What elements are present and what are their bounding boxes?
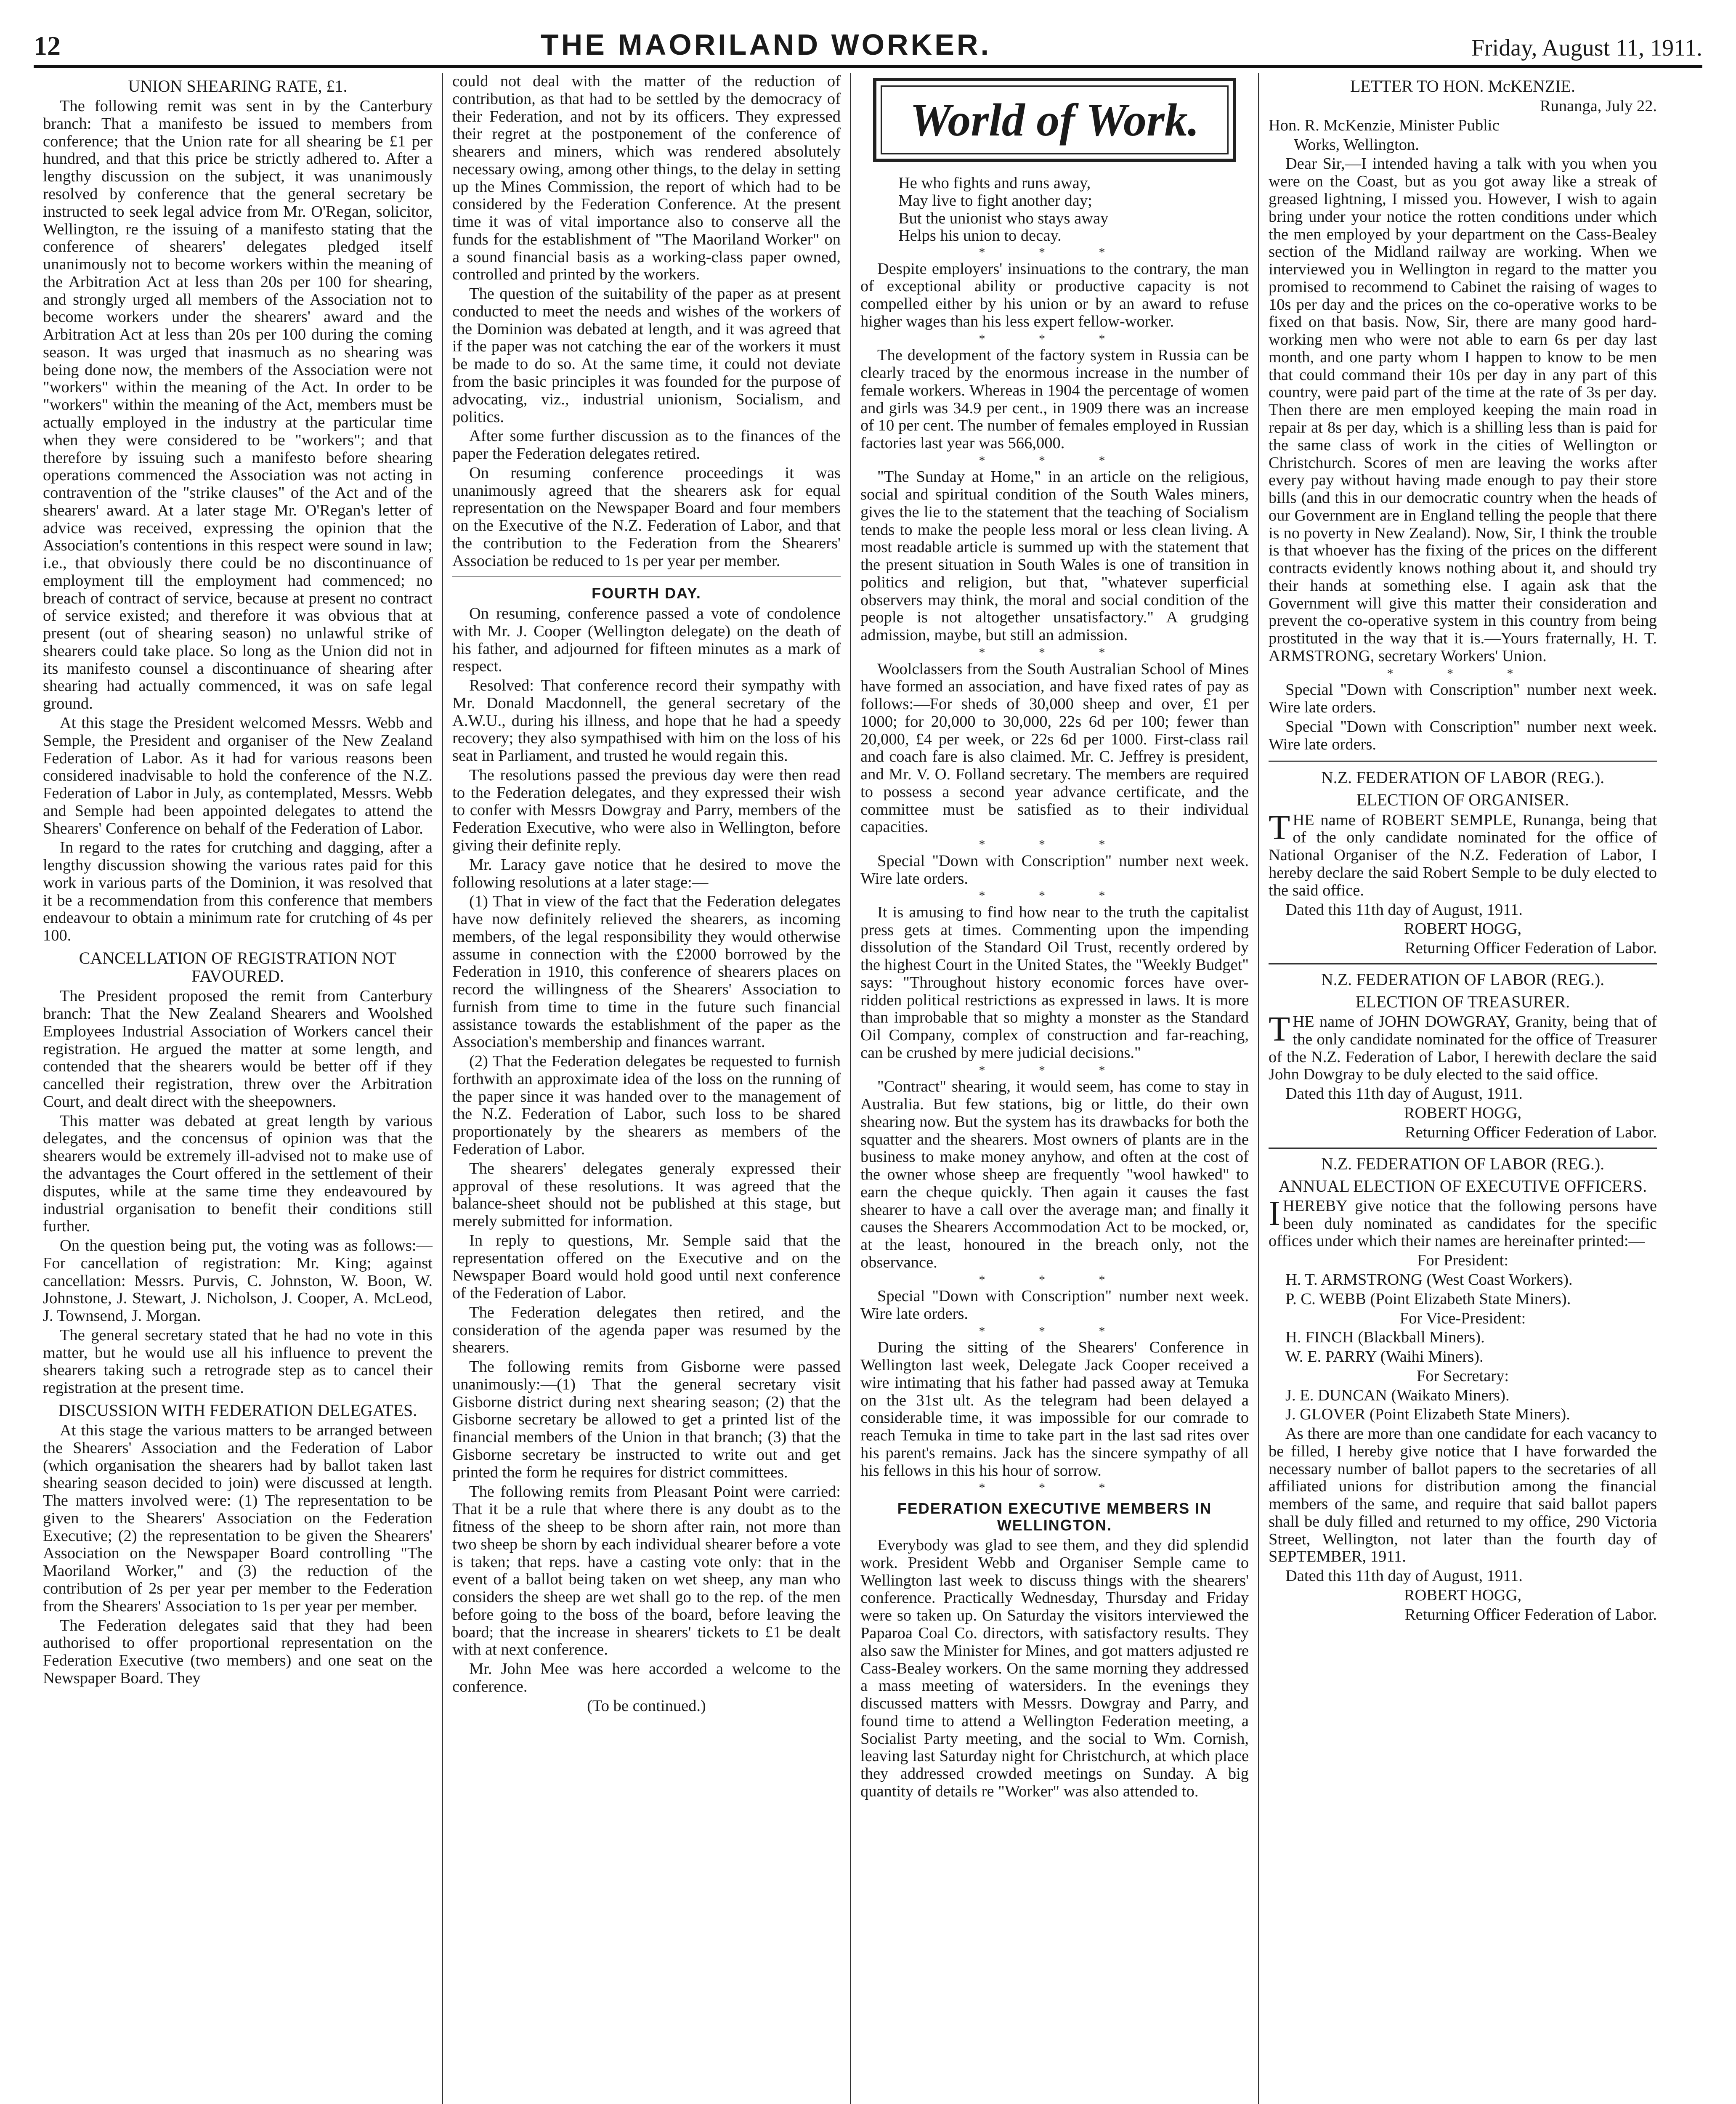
notice-role: Returning Officer Federation of Labor.: [1404, 939, 1657, 957]
paragraph: "Contract" shearing, it would seem, has come to stay in Australia. But few stations, big or little, do their own shearing now. But the system has its drawbacks for both the squatter and the shearers. Most owners of plants are in the business to make money anyhow, and often at the cost of the owner whose sheep are frequently "wool hawked" to earn the cheque quickly. Then again it causes the fast shearer to have a call over the average man; and finally it causes the Shearers Accommodation Act to be mocked, or, at the least, honoured in the breach only, not the observance.: [860, 1078, 1249, 1271]
paragraph: (2) That the Federation delegates be requested to furnish forthwith an approximate idea of the loss on the running of the paper since it was handed over to the management of the N.Z. Federation of Labor, such loss to be shared proportionately by the shearers as members of the Federation of Labor.: [452, 1052, 841, 1158]
star-separator: * * *: [979, 1272, 1131, 1287]
star-separator: * * *: [979, 1324, 1131, 1338]
notice-role: Returning Officer Federation of Labor.: [1404, 1123, 1657, 1141]
paragraph: Special "Down with Conscription" number next week. Wire late orders.: [1269, 717, 1657, 753]
column-4: [1258, 73, 1666, 2104]
paragraph: could not deal with the matter of the reduction of contribution, as that had to be settled by the democracy of their Federation, and not by its officers. They expressed their regret at the postponement of the conference of shearers and miners, which was rendered absolutely necessary owing, among other things, to the delay in setting up the Mines Commission, the report of which had to be considered by the Federation Conference. At the present time it was of vital importance also to conserve all the funds for the establishment of "The Maoriland Worker" on a sound financial basis as a working-class paper owned, controlled and printed by the workers.: [452, 73, 841, 284]
divider: [452, 576, 841, 578]
candidate: J. GLOVER (Point Elizabeth State Miners).: [1285, 1405, 1570, 1424]
letter-address: Hon. R. McKenzie, Minister Public: [1269, 116, 1500, 134]
candidate: J. E. DUNCAN (Waikato Miners).: [1285, 1386, 1510, 1404]
notice-title: N.Z. FEDERATION OF LABOR (REG.).: [1321, 1154, 1605, 1173]
notice-subtitle: ELECTION OF TREASURER.: [1355, 992, 1570, 1011]
star-separator: * * *: [979, 646, 1131, 660]
paragraph: On the question being put, the voting was as follows:—For cancellation of registration: Mr. King; against cancellation: Messrs. Purvis, C. Johnston, W. Boon, W. Johnstone, J. Stewart, J. Nicholson, J. Cooper, A. McLeod, J. Townsend, J. Morgan.: [43, 1237, 433, 1325]
heading-fourth-day: FOURTH DAY.: [592, 584, 701, 602]
letter-address: Works, Wellington.: [1294, 135, 1419, 154]
column-1: [34, 73, 442, 2104]
heading-federation-executive: FEDERATION EXECUTIVE MEMBERS IN WELLINGTON.: [897, 1500, 1212, 1534]
office-heading: For Secretary:: [1416, 1367, 1509, 1385]
paragraph: During the sitting of the Shearers' Conference in Wellington last week, Delegate Jack Cooper received a wire intimating that his father had passed away at Temuka on the 31st ult. As the telegram had been delayed a considerable time, it was impossible for our comrade to reach Temuka in time to take part in the last sad rites over his parent's remains. Jack has the sincere sympathy of all his fellows in this his hour of sorrow.: [860, 1339, 1249, 1480]
star-separator: * * *: [979, 453, 1131, 468]
paragraph: In regard to the rates for crutching and dagging, after a lengthy discussion showing the various rates paid for this work in various parts of the Dominion, it was resolved that it be a recommendation from this conference that members endeavour to obtain a minimum rate for crutching of 4s per 100.: [43, 839, 433, 945]
star-separator: * * *: [979, 1063, 1131, 1077]
letter-place: Runanga, July 22.: [1540, 97, 1657, 115]
paragraph: This matter was debated at great length by various delegates, and the concensus of opinion was that the shearers would be extremely ill-advised not to make use of the advantages the Court offered in the settlement of their disputes, while at the same time they endeavoured by industrial organisation to benefit their conditions still further.: [43, 1112, 433, 1235]
notice-body: THE name of ROBERT SEMPLE, Runanga, being that of the only candidate nominated for the office of National Organiser of the N.Z. Federation of Labor, I hereby declare the said Robert Semple to be duly elected to the said office.: [1269, 808, 1657, 899]
verse-line: But the unionist who stays away: [898, 209, 1109, 227]
verse-line: Helps his union to decay.: [898, 227, 1062, 245]
heading-discussion: DISCUSSION WITH FEDERATION DELEGATES.: [58, 1400, 417, 1420]
heading-cancellation: CANCELLATION OF REGISTRATION NOT FAVOURED.: [79, 948, 397, 986]
notice-subtitle: ANNUAL ELECTION OF EXECUTIVE OFFICERS.: [1278, 1176, 1647, 1195]
paragraph: Mr. John Mee was here accorded a welcome to the conference.: [452, 1660, 841, 1695]
office-heading: For Vice-President:: [1399, 1309, 1526, 1327]
paragraph: On resuming conference proceedings it was unanimously agreed that the shearers ask for equal representation on the Newspaper Board and four members on the Executive of the N.Z. Federation of Labor, and that the contribution to the Federation from the Shearers' Association be reduced to 1s per year per member.: [452, 464, 841, 570]
candidate: H. T. ARMSTRONG (West Coast Workers).: [1285, 1270, 1573, 1288]
notice-date: Dated this 11th day of August, 1911.: [1285, 901, 1523, 919]
masthead: [34, 25, 1702, 68]
paragraph: The question of the suitability of the paper as at present conducted to meet the needs and wishes of the workers of the Dominion was debated at length, and it was agreed that if the paper was not catching the ear of the workers it must be made to do so. At the same time, it could not deviate from the basic principles it was founded for the purpose of advocating, viz., industrial unionism, Socialism, and politics.: [452, 285, 841, 426]
notice-subtitle: ELECTION OF ORGANISER.: [1356, 790, 1569, 810]
candidate: P. C. WEBB (Point Elizabeth State Miners).: [1285, 1290, 1571, 1308]
columns: [34, 73, 1702, 2104]
paragraph: In reply to questions, Mr. Semple said that the representation offered on the Executive and on the Newspaper Board would hold good until next conference of the Federation of Labor.: [452, 1231, 841, 1302]
paragraph: The following remits from Pleasant Point were carried: That it be a rule that where there is any doubt as to the fitness of the sheep to be shorn after rain, not more than two sheep be shorn by each individual shearer before a vote is taken; that reps. have a casting vote only: that in the event of a ballot being taken on wet sheep, any man who considers the sheep are wet shall go to the rep. of the men before going to the boss of the board, before leaving the board; that the increase in shearers' tickets to £1 be dealt with at next conference.: [452, 1482, 841, 1659]
candidate: W. E. PARRY (Waihi Miners).: [1285, 1348, 1484, 1366]
paragraph: Resolved: That conference record their sympathy with Mr. Donald Macdonnell, the general secretary of the A.W.U., during his illness, and hope that he had a speedy recovery; they also sympathised with him on the loss of his seat in Parliament, and trusted he would regain this.: [452, 677, 841, 765]
paragraph: It is amusing to find how near to the truth the capitalist press gets at times. Commenting upon the impending dissolution of the Standard Oil Trust, recently ordered by the highest Court in the United States, the "Weekly Budget" says: "Throughout history economic forces have over-ridden political restrictions as expressed in laws. It is more than improbable that so mighty a monster as the Standard Oil Company, complex of construction and far-reaching, can be crushed by mere judicial decisions.": [860, 903, 1249, 1062]
paragraph: At this stage the President welcomed Messrs. Webb and Semple, the President and organiser of the New Zealand Federation of Labor. As it had for various reasons been considered inadvisable to hold the conference of the N.Z. Federation of Labor in July, as contemplated, Messrs. Webb and Semple had been appointed delegates to attend the Shearers' Conference on behalf of the Federation of Labor.: [43, 714, 433, 837]
divider: [1269, 963, 1657, 964]
paragraph: (1) That in view of the fact that the Federation delegates have now definitely relieved the shearers, as incoming members, of the legal responsibility they would otherwise assume in connection with the £2000 borrowed by the Federation in 1910, this conference of shearers places on record the willingness of the Shearers' Association to furnish from time to time in the future such financial assistance towards the establishment of the paper as the Association's membership and finances warrant.: [452, 893, 841, 1051]
paragraph: Special "Down with Conscription" number next week. Wire late orders.: [860, 1287, 1249, 1323]
paragraph: "The Sunday at Home," in an article on the religious, social and spiritual condition of the South Wales miners, gives the lie to the statement that the teaching of Socialism tends to make the people less moral or less clean living. A most readable article is summed up with the statement that the present situation in South Wales is one of transition in politics and religion, but that, "whatever superficial observers may think, the moral and social condition of the people is not altogether unsatisfactory." A grudging admission, maybe, but still an admission.: [860, 468, 1249, 644]
notice-body: As there are more than one candidate for each vacancy to be filled, I hereby give notice that I have forwarded the necessary number of ballot papers to the secretaries of all affiliated unions for distribution among the financial members of the same, and require that said ballot papers shall be duly filled and returned to my office, 290 Victoria Street, Wellington, not later than the fourth day of SEPTEMBER, 1911.: [1269, 1425, 1657, 1566]
paragraph: Special "Down with Conscription" number next week. Wire late orders.: [1269, 681, 1657, 716]
heading-union-shearing-rate: UNION SHEARING RATE, £1.: [128, 77, 348, 96]
paragraph: On resuming, conference passed a vote of condolence with Mr. J. Cooper (Wellington delegate) on the death of his father, and adjourned for fifteen minutes as a mark of respect.: [452, 605, 841, 675]
paragraph: The following remit was sent in by the Canterbury branch: That a manifesto be issued to members from conference; that the Union rate for all shearing be £1 per hundred, and that this price be strictly adhered to. After a lengthy discussion on the subject, it was unanimously resolved by conference that the general secretary be instructed to seek legal advice from Mr. O'Regan, solicitor, Wellington, re the issuing of a manifesto stating that the conference of shearers' delegates pledged itself unanimously not to become workers within the meaning of the Arbitration Act at less than 20s per 100 for shearing, and strongly urged all members of the Association not to become workers under the shearers' award and the Arbitration Act at less than 20s per 100 during the coming season. It was urged that inasmuch as no shearing was being done now, the members of the Association were not "workers" within the meaning of the Act. In order to be "workers" within the meaning of the Act, members must be actually employed in the industry at the particular time when they were considered to be "workers"; and that therefore by issuing such a manifesto before shearing operations commenced the Association was not acting in contravention of the "strike clauses" of the Act and of the shearers' award. At a later stage Mr. O'Regan's letter of advice was received, expressing the opinion that the Association's contentions in this respect were sound in law; i.e., that obviously there could be no discontinuance of employment till the employment had commenced; no breach of contract of service, because at present no contract of service existed; and therefore it was obvious that at present (out of shearing season) no unlawful strike of shearers could take place. So long as the Union did not in its manifesto counsel a discontinuance of shearing after shearing had actually commenced, it was on safe legal ground.: [43, 97, 433, 713]
paragraph: At this stage the various matters to be arranged between the Shearers' Association and the Federation of Labor (which organisation the shearers had by ballot taken last shearing season decided to join) were discussed at length. The matters involved were: (1) The representation to be given to the Shearers' Association on the Federation Executive; (2) the representation to be given the Shearers' Association on the Newspaper Board controlling "The Maoriland Worker," and (3) the reduction of the contribution of 2s per year per member to the Federation from the Shearers' Association to 1s per year per member.: [43, 1421, 433, 1615]
column-3: [850, 73, 1258, 2104]
notice-body: IHEREBY give notice that the following persons have been duly nominated as candidates for the specific offices under which their names are hereinafter printed:—: [1269, 1193, 1657, 1250]
notice-date: Dated this 11th day of August, 1911.: [1285, 1085, 1523, 1103]
paragraph: The development of the factory system in Russia can be clearly traced by the enormous increase in the number of female workers. Whereas in 1904 the percentage of women and girls was 34.9 per cent., in 1909 there was an increase of 10 per cent. The number of females employed in Russian factories last year was 566,000.: [860, 346, 1249, 452]
page-number: 12: [34, 31, 61, 61]
notice-signature: ROBERT HOGG,: [1404, 1104, 1522, 1122]
notice-role: Returning Officer Federation of Labor.: [1404, 1605, 1657, 1623]
paragraph: The Federation delegates said that they had been authorised to offer proportional representation on the Federation Executive (two members) and one seat on the Newspaper Board. They: [43, 1616, 433, 1687]
continued-note: (To be continued.): [587, 1697, 706, 1715]
banner-title: World of Work.: [881, 85, 1229, 154]
issue-date: Friday, August 11, 1911.: [1471, 35, 1702, 61]
notice-date: Dated this 11th day of August, 1911.: [1285, 1567, 1523, 1585]
heading-letter-mckenzie: LETTER TO HON. McKENZIE.: [1350, 77, 1576, 96]
star-separator: * * *: [979, 889, 1131, 903]
paragraph: The following remits from Gisborne were passed unanimously:—(1) That the general secretary visit Gisborne district during next shearing season; (2) that the Gisborne secretary be allowed to get a printed list of the financial members of the Union in that branch; (3) that the Gisborne secretary be instructed to write out and get printed the form he requires for district committees.: [452, 1358, 841, 1481]
verse-line: May live to fight another day;: [898, 191, 1092, 210]
paragraph: The general secretary stated that he had no vote in this matter, but he would use all his influence to prevent the shearers taking such a retrograde step as to cancel their registration at the present time.: [43, 1326, 433, 1397]
paragraph: Woolclassers from the South Australian School of Mines have formed an association, and have fixed rates of pay as follows:—For sheds of 30,000 sheep and over, £1 per 1000; for 20,000 to 30,000, 22s 6d per 100; fewer than 20,000, £4 per week, or 22s 6d per 1000. First-class rail and coach fare is also claimed. Mr. C. Jeffrey is president, and Mr. V. O. Folland secretary. The members are required to possess a second year advance certificate, and the committee must be satisfied as to their individual capacities.: [860, 660, 1249, 836]
paragraph: The shearers' delegates generaly expressed their approval of these resolutions. It was agreed that the balance-sheet should not be published at this stage, but merely submitted for information.: [452, 1159, 841, 1230]
notice-signature: ROBERT HOGG,: [1404, 920, 1522, 938]
paragraph: Dear Sir,—I intended having a talk with you when you were on the Coast, but as you got away like a streak of greased lightning, I missed you. However, I wish to again bring under your notice the rotten conditions under which the men employed by your department on the Cass-Bealey section of the Midland railway are working. When we interviewed you in Wellington in regard to the matter you promised to recommend to Cabinet the raising of wages to 10s per day and the prices on the co-operative works to be fixed on that basis. Now, Sir, there are many good hard-working men who were not able to earn 6s per day last month, and one party whom I happen to know to be men that could command their 10s per day in any part of this country, were paid part of the time at the rate of 3s per day. Then there are men employed keeping the main road in repair at 8s per day, which is a shilling less than is paid for the same class of work in the cities of Wellington or Christchurch. Scores of men are leaving the works after every pay without having made enough to pay their store bills (and this in our democratic country when the heads of our Government are in England telling the people that there is no poverty in New Zealand). Now, Sir, I think the trouble is that whoever has the fixing of the prices on the different contracts evidently knows nothing about it, and should try their hands at something else. I again ask that the Government will give this matter their consideration and prevent the co-operative system in this country from being prostituted in the way that it is.—Yours fraternally, H. T. ARMSTRONG, secretary Workers' Union.: [1269, 155, 1657, 665]
notice-title: N.Z. FEDERATION OF LABOR (REG.).: [1321, 768, 1605, 787]
column-2: [442, 73, 850, 2104]
notice-title: N.Z. FEDERATION OF LABOR (REG.).: [1321, 970, 1605, 989]
paragraph: Everybody was glad to see them, and they did splendid work. President Webb and Organiser Semple came to Wellington last week to discuss things with the shearers' conference. Practically Wednesday, Thursday and Friday were so taken up. On Saturday the visitors interviewed the Paparoa Coal Co. directors, with satisfactory results. They also saw the Minister for Mines, and got matters adjusted re Cass-Bealey workers. On the same morning they addressed a mass meeting of watersiders. In the evenings they discussed matters with Messrs. Dowgray and Parry, and found time to attend a Wellington Federation meeting, a Socialist Party meeting, and the social to Wm. Cornish, leaving last Saturday night for Christchurch, at which place they addressed crowded meetings on Sunday. A big quantity of details re "Worker" was also attended to.: [860, 1536, 1249, 1800]
notice-body: THE name of JOHN DOWGRAY, Granity, being that of the only candidate nominated for the office of Treasurer of the N.Z. Federation of Labor, I herewith declare the said John Dowgray to be duly elected to the said office.: [1269, 1009, 1657, 1084]
paragraph: Special "Down with Conscription" number next week. Wire late orders.: [860, 852, 1249, 887]
star-separator: * * *: [1387, 666, 1539, 680]
world-of-work-banner: [873, 78, 1236, 162]
divider: [1269, 1148, 1657, 1149]
paragraph: The Federation delegates then retired, and the consideration of the agenda paper was resumed by the shearers.: [452, 1303, 841, 1357]
star-separator: * * *: [979, 245, 1131, 260]
star-separator: * * *: [979, 1481, 1131, 1495]
paragraph: Despite employers' insinuations to the contrary, the man of exceptional ability or productive capacity is not compelled either by his union or by an award to refuse higher wages than his less expert fellow-worker.: [860, 260, 1249, 330]
star-separator: * * *: [979, 332, 1131, 346]
notice-signature: ROBERT HOGG,: [1404, 1586, 1522, 1604]
paragraph: The President proposed the remit from Canterbury branch: That the New Zealand Shearers and Woolshed Employees Industrial Association of Workers cancel their registration. He argued the matter at some length, and contended that the shearers would be better off if they cancelled their registration, threw over the Arbitration Court, and dealt direct with the sheepowners.: [43, 987, 433, 1110]
paragraph: Mr. Laracy gave notice that he desired to move the following resolutions at a later stage:—: [452, 855, 841, 891]
office-heading: For President:: [1417, 1251, 1509, 1270]
paragraph: After some further discussion as to the finances of the paper the Federation delegates retired.: [452, 427, 841, 463]
verse-line: He who fights and runs away,: [898, 174, 1091, 192]
newspaper-title: THE MAORILAND WORKER.: [540, 28, 991, 61]
star-separator: * * *: [979, 837, 1131, 852]
divider: [1269, 760, 1657, 762]
paragraph: The resolutions passed the previous day were then read to the Federation delegates, and they expressed their wish to confer with Messrs Dowgray and Parry, members of the Federation Executive, who were also in Wellington, before giving their definite reply.: [452, 766, 841, 854]
candidate: H. FINCH (Blackball Miners).: [1285, 1328, 1485, 1347]
